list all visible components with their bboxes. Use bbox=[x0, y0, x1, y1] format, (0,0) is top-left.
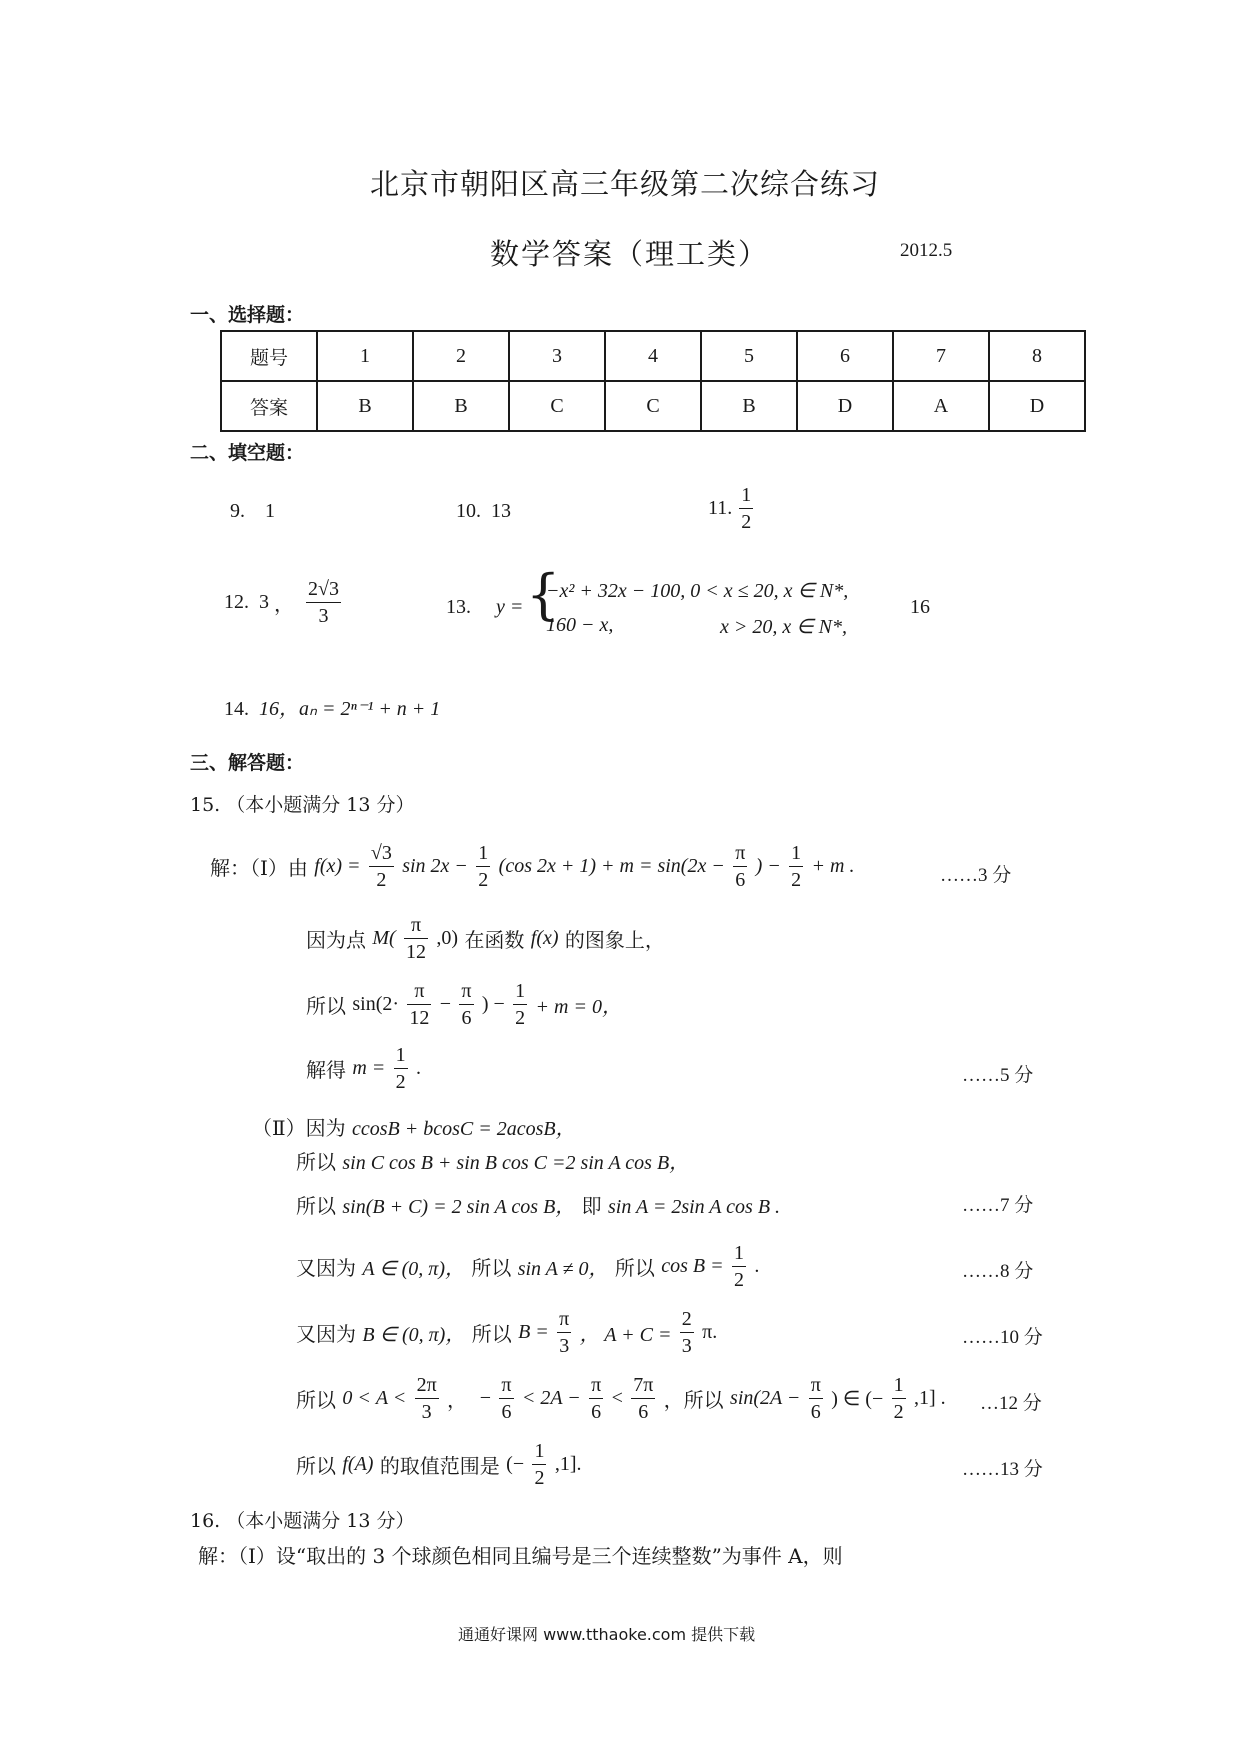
q10-answer bbox=[456, 500, 511, 523]
s8-expr3: cos B = bbox=[661, 1255, 724, 1277]
q13-lhs: y = bbox=[496, 596, 524, 618]
q11-denominator: 2 bbox=[741, 511, 752, 533]
s8-frac-num: 1 bbox=[732, 1240, 746, 1267]
row-label: 答案 bbox=[221, 381, 317, 431]
table-cell: 7 bbox=[893, 331, 989, 381]
s10-expr5: ) ∈ (− bbox=[831, 1388, 884, 1410]
q12-answer bbox=[224, 576, 343, 629]
s10-frac-den: 2 bbox=[893, 1401, 904, 1423]
table-cell: 2 bbox=[413, 331, 509, 381]
s10-score: …12 分 bbox=[980, 1393, 1042, 1414]
s9-expr2: B = bbox=[518, 1321, 549, 1343]
table-cell: 6 bbox=[797, 331, 893, 381]
s10-expr3: < bbox=[611, 1387, 623, 1409]
s2-tail2: 在函数 bbox=[464, 928, 525, 952]
s9-frac-num: π bbox=[557, 1306, 571, 1333]
s4-frac-num: 1 bbox=[394, 1042, 408, 1069]
s10-comma: ， bbox=[447, 1388, 468, 1412]
q16-heading: 16. （本小题满分 13 分） bbox=[190, 1510, 415, 1532]
s3-expr2: ) − bbox=[481, 993, 505, 1015]
s5-lead: （Ⅱ）因为 bbox=[252, 1116, 346, 1140]
s10-frac-pi6c bbox=[809, 1372, 823, 1425]
q14-text: 16，aₙ = 2ⁿ⁻¹ + n + 1 bbox=[259, 698, 441, 720]
table-cell: 1 bbox=[317, 331, 413, 381]
s11-score: ……13 分 bbox=[962, 1459, 1043, 1480]
s4-dot: . bbox=[416, 1057, 422, 1079]
s1-frac-half2 bbox=[789, 840, 803, 893]
s2-fx: f(x) bbox=[530, 927, 559, 949]
s9-score: ……10 分 bbox=[962, 1327, 1043, 1348]
q10-label: 10. bbox=[456, 500, 481, 522]
q15-step11 bbox=[296, 1438, 582, 1491]
s10-lead: 所以 bbox=[296, 1388, 336, 1412]
s9-frac-den: 3 bbox=[681, 1335, 692, 1357]
q12-separator: ， bbox=[274, 594, 294, 616]
q16-line: 解：（Ⅰ）设“取出的 3 个球颜色相同且编号是三个连续整数”为事件 A，则 bbox=[198, 1544, 843, 1568]
s10-frac-2pi3 bbox=[415, 1372, 439, 1425]
s10-frac-den: 3 bbox=[421, 1401, 432, 1423]
s8-expr1: A ∈ (0, π)， bbox=[362, 1258, 465, 1280]
s10-frac-pi6 bbox=[499, 1372, 513, 1425]
s11-expr3: ,1]. bbox=[554, 1453, 582, 1475]
s10-minus: − bbox=[479, 1387, 492, 1409]
q13-extra: 16 bbox=[910, 596, 930, 618]
s9-lead: 又因为 bbox=[296, 1322, 356, 1346]
s3-expr3: + m = 0， bbox=[535, 996, 622, 1018]
s3-frac-num: π bbox=[459, 978, 473, 1005]
s11-expr1: f(A) bbox=[342, 1453, 374, 1475]
s9-frac-den: 3 bbox=[559, 1335, 570, 1357]
s8-expr2: sin A ≠ 0， bbox=[517, 1258, 609, 1280]
q12-first: 3 bbox=[259, 591, 269, 613]
s1-frac-half bbox=[476, 840, 490, 893]
s1-frac-den: 2 bbox=[478, 869, 489, 891]
s2-lead: 因为点 bbox=[306, 928, 366, 952]
s1-frac-pi6 bbox=[733, 840, 747, 893]
s10-frac-num: π bbox=[499, 1372, 513, 1399]
s2-tail3: 的图象上， bbox=[564, 928, 665, 952]
table-cell: 3 bbox=[509, 331, 605, 381]
s8-mid: 所以 bbox=[471, 1256, 512, 1280]
table-row bbox=[221, 331, 1085, 381]
s11-lead: 所以 bbox=[296, 1454, 336, 1478]
table-cell: 4 bbox=[605, 331, 701, 381]
s3-minus: − bbox=[439, 993, 452, 1015]
q15-step8 bbox=[296, 1240, 759, 1293]
s7-expr2: sin A = 2sin A cos B . bbox=[608, 1196, 781, 1218]
table-cell: B bbox=[413, 381, 509, 431]
s3-frac-num: 1 bbox=[513, 978, 527, 1005]
table-cell: B bbox=[701, 381, 797, 431]
s2-frac-den: 12 bbox=[406, 941, 427, 963]
s10-expr4: sin(2A − bbox=[730, 1387, 801, 1409]
q9-label: 9. bbox=[230, 500, 245, 522]
s1-lead: 解：（Ⅰ）由 bbox=[210, 856, 308, 880]
s10-frac-num: 1 bbox=[892, 1372, 906, 1399]
document-subtitle: 数学答案（理工类） bbox=[490, 237, 770, 271]
s9-expr1: B ∈ (0, π)， bbox=[362, 1324, 466, 1346]
s7-score: ……7 分 bbox=[962, 1195, 1034, 1216]
s9-mid: 所以 bbox=[471, 1322, 512, 1346]
s9-frac-num: 2 bbox=[680, 1306, 694, 1333]
table-cell: B bbox=[317, 381, 413, 431]
q15-step7 bbox=[296, 1190, 780, 1219]
q12-label: 12. bbox=[224, 591, 249, 613]
s10-frac-den: 6 bbox=[810, 1401, 821, 1423]
s1-frac-sqrt3 bbox=[369, 840, 394, 893]
s10-frac-den: 6 bbox=[591, 1401, 602, 1423]
s11-expr2: (− bbox=[506, 1453, 525, 1475]
s9-frac-23 bbox=[680, 1306, 694, 1359]
s8-frac-half bbox=[732, 1240, 746, 1293]
s1-frac-num: √3 bbox=[369, 840, 394, 867]
s10-frac-num: 2π bbox=[415, 1372, 439, 1399]
q13-case2-cond: x > 20, x ∈ N*, bbox=[720, 616, 848, 638]
s11-mid: 的取值范围是 bbox=[379, 1454, 500, 1478]
s10-frac-pi6b bbox=[589, 1372, 603, 1425]
answer-table bbox=[220, 330, 1086, 432]
q15-step3 bbox=[306, 978, 622, 1031]
table-cell: C bbox=[509, 381, 605, 431]
q12-numerator: 2√3 bbox=[306, 576, 341, 603]
s1-frac-num: π bbox=[733, 840, 747, 867]
s8-score: ……8 分 bbox=[962, 1261, 1034, 1282]
q15-step2 bbox=[306, 912, 665, 965]
s6-expr: sin C cos B + sin B cos C =2 sin A cos B， bbox=[342, 1152, 690, 1174]
s4-score: ……5 分 bbox=[962, 1065, 1034, 1086]
table-row bbox=[221, 381, 1085, 431]
s1-frac-den: 6 bbox=[735, 869, 746, 891]
footer-text: 通通好课网 www.tthaoke.com 提供下载 bbox=[458, 1625, 756, 1644]
s1-expr3: (cos 2x + 1) + m = sin(2x − bbox=[498, 855, 725, 877]
s1-expr4: ) − bbox=[755, 855, 781, 877]
q15-step5 bbox=[252, 1112, 576, 1141]
s9-expr3: ， A + C = bbox=[579, 1324, 672, 1346]
section3-heading: 三、解答题： bbox=[190, 752, 305, 774]
q10-value: 13 bbox=[491, 500, 511, 522]
s6-lead: 所以 bbox=[296, 1150, 336, 1174]
s2-frac-num: π bbox=[404, 912, 428, 939]
s2-tail1: ,0) bbox=[436, 927, 459, 949]
s7-expr1: sin(B + C) = 2 sin A cos B， bbox=[342, 1196, 576, 1218]
s1-frac-num: 1 bbox=[789, 840, 803, 867]
s8-mid2: 所以 bbox=[614, 1256, 655, 1280]
s3-frac-pi6 bbox=[459, 978, 473, 1031]
q13-case2-expr: 160 − x, bbox=[546, 614, 614, 636]
s7-lead: 所以 bbox=[296, 1194, 336, 1218]
s10-frac-den: 6 bbox=[638, 1401, 649, 1423]
s10-mid: ，所以 bbox=[663, 1388, 724, 1412]
q15-step10 bbox=[296, 1372, 946, 1425]
section2-heading: 二、填空题： bbox=[190, 442, 305, 464]
s1-frac-num: 1 bbox=[476, 840, 490, 867]
document-date: 2012.5 bbox=[900, 240, 953, 261]
q14-answer bbox=[224, 692, 440, 721]
s2-frac-pi12 bbox=[404, 912, 428, 965]
row-label: 题号 bbox=[221, 331, 317, 381]
s1-expr2: sin 2x − bbox=[402, 855, 468, 877]
s10-expr6: ,1] . bbox=[913, 1387, 946, 1409]
q14-label: 14. bbox=[224, 698, 249, 720]
q9-answer bbox=[230, 500, 275, 523]
table-cell: A bbox=[893, 381, 989, 431]
q15-step9 bbox=[296, 1306, 717, 1359]
s8-dot: . bbox=[754, 1255, 760, 1277]
s3-expr1: sin(2· bbox=[352, 993, 400, 1015]
s10-frac-den: 6 bbox=[501, 1401, 512, 1423]
q13-label: 13. bbox=[446, 596, 471, 618]
s3-frac-half bbox=[513, 978, 527, 1031]
s10-expr2: < 2A − bbox=[521, 1387, 581, 1409]
s3-frac-den: 12 bbox=[409, 1007, 430, 1029]
q11-answer bbox=[708, 482, 755, 535]
s3-frac-den: 2 bbox=[515, 1007, 526, 1029]
s10-frac-num: π bbox=[809, 1372, 823, 1399]
s3-lead: 所以 bbox=[306, 994, 346, 1018]
s1-frac-den: 2 bbox=[791, 869, 802, 891]
s3-frac-num: π bbox=[407, 978, 431, 1005]
s1-score: ……3 分 bbox=[940, 865, 1012, 886]
table-cell: 8 bbox=[989, 331, 1085, 381]
s7-mid: 即 bbox=[581, 1194, 602, 1218]
s11-frac-den: 2 bbox=[534, 1467, 545, 1489]
s4-frac-half bbox=[394, 1042, 408, 1095]
s1-expr5: + m . bbox=[811, 855, 855, 877]
table-cell: 5 bbox=[701, 331, 797, 381]
q15-step1 bbox=[210, 840, 854, 893]
q11-numerator: 1 bbox=[739, 482, 753, 509]
document-title: 北京市朝阳区高三年级第二次综合练习 bbox=[370, 167, 881, 201]
s9-frac-pi3 bbox=[557, 1306, 571, 1359]
q11-label: 11. bbox=[708, 497, 733, 519]
q15-step4 bbox=[306, 1042, 421, 1095]
s4-lead: 解得 bbox=[306, 1058, 346, 1082]
s9-tail: π. bbox=[702, 1321, 718, 1343]
s5-expr: ccosB + bcosC = 2acosB， bbox=[351, 1118, 576, 1140]
q12-denominator: 3 bbox=[318, 605, 329, 627]
s11-frac-num: 1 bbox=[532, 1438, 546, 1465]
q9-value: 1 bbox=[265, 500, 275, 522]
q15-step6 bbox=[296, 1146, 689, 1175]
s8-frac-den: 2 bbox=[733, 1269, 744, 1291]
s11-frac-half bbox=[532, 1438, 546, 1491]
s10-frac-num: π bbox=[589, 1372, 603, 1399]
s2-m: M( bbox=[372, 927, 396, 949]
s8-lead: 又因为 bbox=[296, 1256, 356, 1280]
section1-heading: 一、选择题： bbox=[190, 304, 305, 326]
q13-case1: −x² + 32x − 100, 0 < x ≤ 20, x ∈ N*, bbox=[546, 580, 849, 602]
s10-expr1: 0 < A < bbox=[342, 1387, 407, 1409]
s10-frac-7pi6 bbox=[631, 1372, 655, 1425]
q13-brace: { bbox=[526, 563, 561, 626]
s1-expr1: f(x) = bbox=[314, 855, 361, 877]
table-cell: D bbox=[797, 381, 893, 431]
table-cell: C bbox=[605, 381, 701, 431]
s10-frac-num: 7π bbox=[631, 1372, 655, 1399]
s4-expr: m = bbox=[352, 1057, 386, 1079]
s3-frac-den: 6 bbox=[461, 1007, 472, 1029]
q15-heading: 15. （本小题满分 13 分） bbox=[190, 794, 415, 816]
q12-fraction bbox=[306, 576, 341, 629]
q11-fraction bbox=[739, 482, 753, 535]
s1-frac-den: 2 bbox=[376, 869, 387, 891]
table-cell: D bbox=[989, 381, 1085, 431]
s4-frac-den: 2 bbox=[395, 1071, 406, 1093]
s10-frac-half bbox=[892, 1372, 906, 1425]
s3-frac-pi12 bbox=[407, 978, 431, 1031]
